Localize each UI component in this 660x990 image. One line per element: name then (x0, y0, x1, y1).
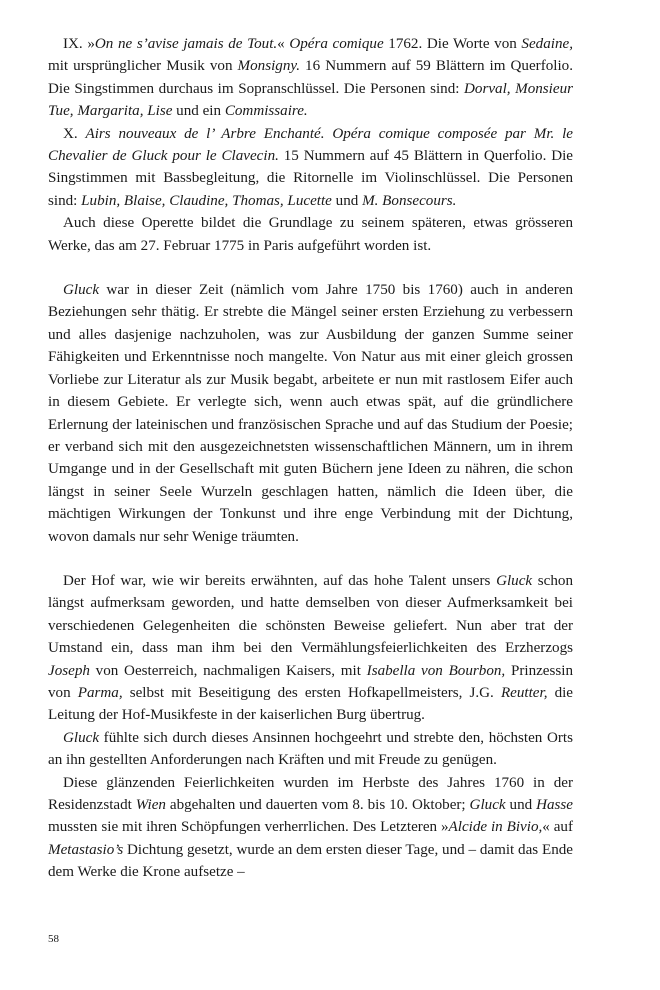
text-run: 15 Nummern auf 45 Blättern in Querfolio. Die Singstimmen mit Bassbegleitung, die Ritornelle im Violinschlüssel. Die Personen sind: (48, 148, 573, 209)
italic-text: M. Bonsecours. (362, 192, 457, 209)
italic-text: Sedaine, (521, 36, 573, 52)
paragraph (48, 123, 573, 213)
italic-text: Monsigny. (237, 58, 301, 75)
text-run: und (505, 797, 537, 813)
page-number: 58 (48, 933, 59, 945)
text-run: fühlte sich durch dieses Ansinnen hochgeehrt und strebte den, höchsten Orts an ihn gestellten Anforderungen nach Kräften und mit Freude zu genügen. (48, 729, 573, 769)
text-run: und ein (172, 103, 225, 120)
text-run: und (331, 192, 363, 209)
italic-text: Metastasio’s (48, 841, 124, 858)
italic-text: Airs nouveaux de l’ Arbre Enchanté. Opéra comique composée par Mr. le Chevalier de Gluck pour le Clavecin. (48, 125, 573, 165)
paragraph (48, 772, 573, 884)
text-run: Dichtung gesetzt, wurde an dem ersten dieser Tage, und – damit das Ende dem Werke die Krone aufsetze – (48, 841, 573, 881)
italic-text: Opéra comique (289, 36, 384, 52)
italic-text: Hasse (536, 797, 573, 813)
paragraph (48, 33, 573, 123)
text-run: Auch diese Operette bildet die Grundlage zu seinem späteren, etwas grösseren Werke, das am 27. Februar 1775 in Paris aufgeführt worden ist. (48, 215, 573, 254)
paragraph (48, 212, 573, 257)
italic-text: Lubin, Blaise, Claudine, Thomas, Lucette (81, 192, 332, 209)
text-run: die Leitung der Hof-Musikfeste in der kaiserlichen Burg übertrug. (48, 684, 574, 724)
italic-text: Wien (135, 797, 166, 813)
text-run: 16 Nummern auf 59 Blättern im Querfolio. Die Singstimmen durchaus im Sopranschlüssel. Die Personen sind: (48, 58, 573, 97)
text-run: von Oesterreich, nachmaligen Kaisers, mit (89, 662, 367, 679)
text-run: « (277, 36, 290, 52)
text-run: 1762. Die Worte von (383, 36, 522, 52)
italic-text: On ne s’avise jamais de Tout. (94, 36, 278, 52)
text-run: selbst mit Beseitigung des ersten Hofkapellmeisters, J.G. (122, 684, 501, 701)
italic-text: Isabella von Bourbon, (366, 662, 506, 679)
italic-text: Commissaire. (224, 103, 308, 120)
text-run: abgehalten und dauerten vom 8. bis 10. Oktober; (165, 797, 470, 813)
italic-text: Gluck (63, 282, 100, 299)
text-run: mussten sie mit ihren Schöpfungen verherrlichen. Des Letzteren » (48, 819, 449, 836)
italic-text: Gluck (496, 572, 533, 589)
text-run: mit ursprünglicher Musik von (48, 58, 238, 75)
italic-text: Joseph (48, 662, 90, 679)
text-run: IX. » (63, 36, 95, 52)
text-run: Prinzessin von (48, 662, 573, 701)
paragraph (48, 570, 573, 727)
text-run: Diese glänzenden Feierlichkeiten wurden im Herbste des Jahres 1760 in der Residenzstadt (48, 774, 573, 813)
text-run: « auf (542, 819, 574, 836)
text-run: X. (63, 125, 86, 142)
body-text (48, 33, 573, 884)
italic-text: Gluck (63, 729, 100, 746)
text-run: Der Hof war, wie wir bereits erwähnten, auf das hohe Talent unsers (63, 572, 497, 589)
italic-text: Alcide in Bivio, (448, 819, 543, 836)
text-run: schon längst aufmerksam geworden, und hatte demselben von dieser Aufmerksamkeit bei verschiedenen Gelegenheiten die schönsten Beweise geliefert. Nun aber trat der Umstand ein, dass man ihm bei den Vermählungsfeierlichkeiten des Erzherzogs (48, 572, 573, 657)
italic-text: Reutter, (500, 684, 548, 701)
paragraph (48, 279, 573, 548)
italic-text: Parma, (77, 684, 123, 701)
italic-text: Dorval, Monsieur Tue, Margarita, Lise (48, 80, 573, 120)
text-run: war in dieser Zeit (nämlich vom Jahre 1750 bis 1760) auch in anderen Beziehungen sehr thätig. Er strebte die Mängel seiner ersten Erziehung zu verbessern und alles dasjenige nachzuholen, was zur Ausbildung der ganzen Summe seiner Fähigkeiten und Erkenntnisse noch mangelte. Von Natur aus mit einer gleich grossen Vorliebe zur Literatur als zur Musik begabt, arbeitete er nun mit rastlosem Eifer auch in diesem Gebiete. Er verlegte sich, wenn auch etwas spät, auf die gründlichere Erlernung der lateinischen und französischen Sprache und auf das Studium der Poesie; er verband sich mit den ausgezeichnetsten wissenschaftlichen Männern, um in ihrem Umgange und in der Gesellschaft mit guten Büchern jene Ideen zu nähren, die schon längst in seiner Seele Wurzeln geschlagen hatten, nämlich die Ideen über, die mächtigen Wirkungen der Tonkunst und ihre enge Verbindung mit der Dichtung, wovon damals nur sehr Wenige träumten. (48, 282, 573, 545)
paragraph (48, 727, 573, 772)
italic-text: Gluck (469, 797, 506, 813)
